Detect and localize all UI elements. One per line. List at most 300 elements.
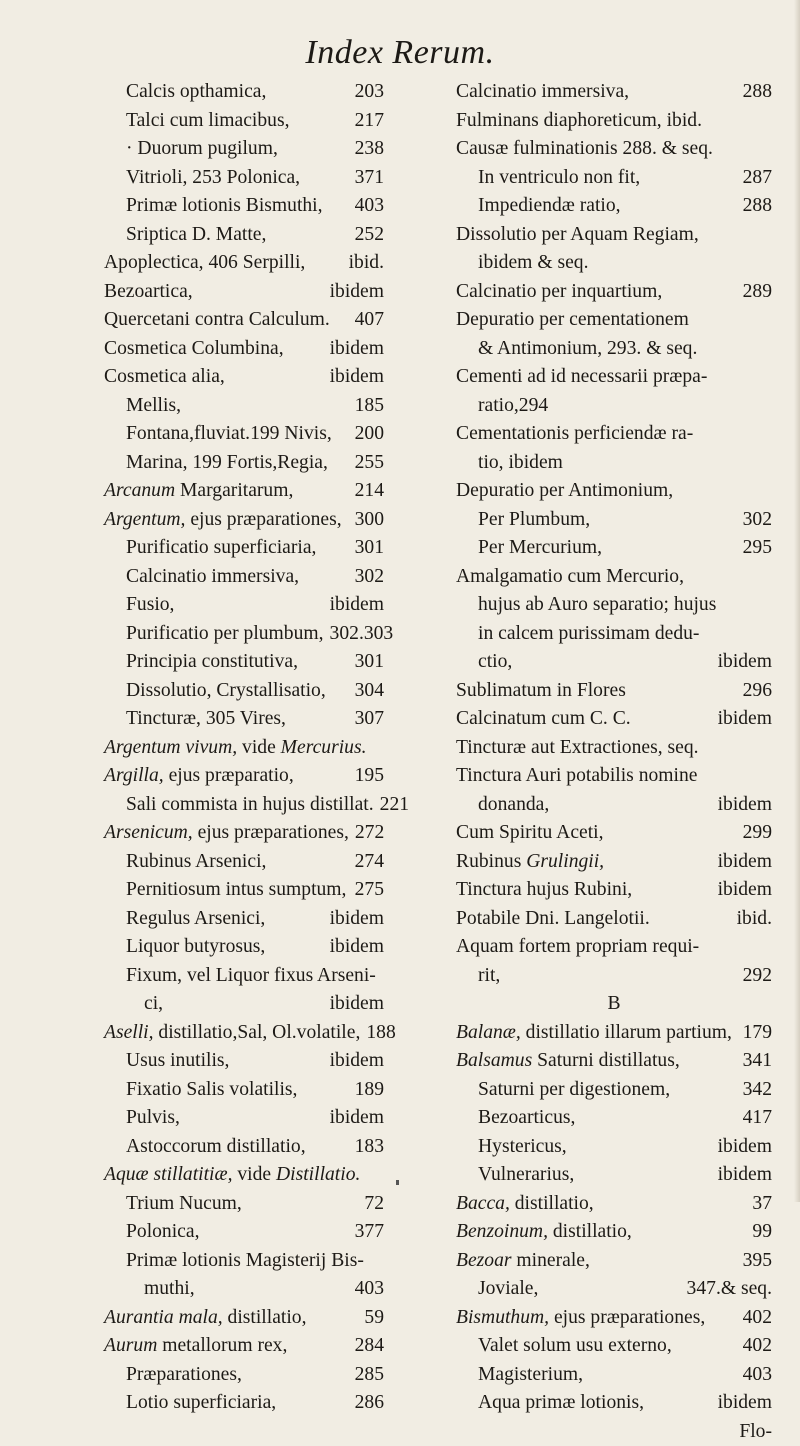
index-entry (104, 363, 384, 392)
entry-text (456, 905, 650, 934)
entry-body: Rubinus Arsenici, (126, 851, 266, 872)
entry-page: 302 (737, 506, 772, 535)
entry-body: Dissolutio, Crystallisatio, (126, 680, 326, 701)
entry-text (456, 306, 689, 335)
entry-page: 272 (349, 819, 384, 848)
index-entry (104, 477, 384, 506)
index-entry (104, 848, 384, 877)
entry-body: In ventriculo non fit, (478, 167, 640, 188)
entry-body: ci, (144, 993, 163, 1014)
entry-headword: Argilla, (104, 765, 164, 786)
index-entry (104, 306, 384, 335)
entry-body: Calcinatio immersiva, (456, 81, 629, 102)
index-entry (104, 1161, 384, 1190)
left-column (104, 78, 384, 1418)
entry-text (126, 848, 266, 877)
index-entry (456, 1104, 772, 1133)
entry-headword: Bezoar (456, 1250, 512, 1271)
entry-body: ejus præparationes, (193, 822, 349, 843)
index-entry (456, 1389, 772, 1418)
entry-page: 72 (358, 1190, 384, 1219)
entry-text (126, 192, 323, 221)
entry-page: 59 (358, 1304, 384, 1333)
index-entry (456, 563, 772, 592)
index-entry (104, 677, 384, 706)
entry-page: ibidem (324, 363, 384, 392)
entry-text (126, 78, 266, 107)
entry-body: Sali commista in hujus distillat. (126, 794, 374, 815)
entry-page: 252 (349, 221, 384, 250)
entry-text (456, 135, 713, 164)
entry-body: Magisterium, (478, 1364, 583, 1385)
index-entry (104, 1275, 384, 1304)
entry-page: ibidem (712, 705, 772, 734)
entry-page: 284 (349, 1332, 384, 1361)
index-entry (104, 1361, 384, 1390)
index-entry (104, 78, 384, 107)
index-entry (104, 249, 384, 278)
entry-text (478, 1389, 644, 1418)
entry-headword: Balanæ, (456, 1022, 521, 1043)
entry-body: ibidem & seq. (478, 252, 588, 273)
entry-text (456, 677, 626, 706)
entry-body: donanda, (478, 794, 549, 815)
entry-page: ibidem (712, 876, 772, 905)
entry-page: 304 (349, 677, 384, 706)
entry-body: Sublimatum in Flores (456, 680, 626, 701)
index-entry (456, 477, 772, 506)
entry-headword: Aurum (104, 1335, 157, 1356)
entry-body: muthi, (144, 1278, 195, 1299)
entry-body: ctio, (478, 651, 512, 672)
entry-body: Dissolutio per Aquam Regiam, (456, 224, 699, 245)
entry-body: Impediendæ ratio, (478, 195, 621, 216)
entry-text (478, 534, 602, 563)
index-entry (104, 933, 384, 962)
entry-text (478, 335, 697, 364)
entry-page: 288 (737, 78, 772, 107)
index-entry (456, 392, 772, 421)
entry-body: Pulvis, (126, 1107, 180, 1128)
entry-headword: Aurantia mala, (104, 1307, 223, 1328)
entry-body: Potabile Dni. Langelotii. (456, 908, 650, 929)
index-entry (456, 819, 772, 848)
index-entry (456, 1361, 772, 1390)
entry-page: 403 (349, 192, 384, 221)
index-entry (456, 591, 772, 620)
index-entry (104, 1304, 384, 1333)
index-entry (456, 1161, 772, 1190)
entry-body: vide (237, 737, 281, 758)
entry-body: Fulminans diaphoreticum, ibid. (456, 110, 702, 131)
entry-reference: Mercurius. (281, 737, 367, 758)
entry-text (126, 563, 299, 592)
entry-body: rit, (478, 965, 500, 986)
index-entry (456, 1019, 772, 1048)
index-entry (104, 734, 384, 763)
entry-page: 347.& seq. (681, 1275, 772, 1304)
entry-text (126, 449, 328, 478)
entry-page: 403 (349, 1275, 384, 1304)
entry-text (478, 192, 621, 221)
entry-page: 300 (349, 506, 384, 535)
entry-text (478, 249, 588, 278)
entry-text (126, 1133, 306, 1162)
page-mark (396, 1180, 399, 1185)
entry-page: ibidem (712, 1133, 772, 1162)
entry-body: B (607, 993, 620, 1014)
index-entry (456, 962, 772, 991)
index-entry (456, 221, 772, 250)
entry-text (104, 477, 293, 506)
entry-body: Valet solum usu externo, (478, 1335, 672, 1356)
entry-text (456, 1218, 632, 1247)
entry-text (478, 1275, 538, 1304)
entry-text (104, 506, 342, 535)
entry-page: 287 (737, 164, 772, 193)
entry-page: ibidem (712, 1389, 772, 1418)
entry-text (126, 1247, 364, 1276)
entry-text (456, 734, 699, 763)
entry-page: ibidem (712, 848, 772, 877)
index-entry (456, 705, 772, 734)
entry-text (478, 1104, 575, 1133)
entry-text (104, 762, 294, 791)
index-entry (104, 1047, 384, 1076)
entry-page: 295 (737, 534, 772, 563)
index-entry (104, 1190, 384, 1219)
entry-text (478, 449, 563, 478)
page-header: Index Rerum. (0, 34, 800, 72)
entry-page: ibidem (324, 990, 384, 1019)
entry-page: 221 (374, 791, 409, 820)
index-entry (104, 1076, 384, 1105)
entry-body: Cosmetica Columbina, (104, 338, 284, 359)
entry-text (456, 848, 604, 877)
entry-text (478, 1133, 567, 1162)
entry-page: 299 (737, 819, 772, 848)
entry-body: distillatio, (510, 1193, 594, 1214)
entry-text (456, 933, 699, 962)
index-entry (456, 620, 772, 649)
entry-text (104, 278, 193, 307)
index-entry (104, 705, 384, 734)
entry-body: Astoccorum distillatio, (126, 1136, 306, 1157)
entry-page: 395 (737, 1247, 772, 1276)
entry-text (478, 962, 500, 991)
index-entry (104, 135, 384, 164)
entry-body: Vitrioli, 253 Polonica, (126, 167, 300, 188)
index-entry (456, 876, 772, 905)
index-entry (456, 677, 772, 706)
index-entry (456, 1247, 772, 1276)
index-entry (104, 791, 384, 820)
entry-headword: Arcanum (104, 480, 175, 501)
entry-body: Depuratio per Antimonium, (456, 480, 673, 501)
index-entry (456, 762, 772, 791)
entry-page: 238 (349, 135, 384, 164)
entry-body: tio, ibidem (478, 452, 563, 473)
entry-text (478, 648, 512, 677)
entry-page: 301 (349, 648, 384, 677)
entry-body: Mellis, (126, 395, 181, 416)
index-entry (456, 534, 772, 563)
entry-text (126, 1218, 199, 1247)
index-entry (456, 1076, 772, 1105)
entry-page: 403 (737, 1361, 772, 1390)
entry-text (478, 506, 590, 535)
entry-body: ejus præparationes, (549, 1307, 705, 1328)
entry-text (126, 876, 346, 905)
page-edge (794, 0, 800, 1202)
entry-body: Primæ lotionis Bismuthi, (126, 195, 323, 216)
entry-body: metallorum rex, (157, 1335, 287, 1356)
entry-text (104, 819, 349, 848)
entry-body: Marina, 199 Fortis,Regia, (126, 452, 328, 473)
index-entry (456, 107, 772, 136)
entry-page: 289 (737, 278, 772, 307)
entry-page: ibidem (324, 335, 384, 364)
entry-text (104, 249, 305, 278)
entry-body: Per Mercurium, (478, 537, 602, 558)
entry-body: Calcis opthamica, (126, 81, 266, 102)
entry-text (126, 1104, 180, 1133)
index-entry (104, 620, 384, 649)
index-entry (456, 791, 772, 820)
entry-text (144, 990, 163, 1019)
index-entry (456, 1275, 772, 1304)
index-entry (104, 1133, 384, 1162)
entry-body: vide (232, 1164, 276, 1185)
entry-text (126, 135, 278, 164)
entry-page: ibidem (324, 905, 384, 934)
entry-page: ibid. (731, 905, 772, 934)
index-entry (456, 449, 772, 478)
entry-text (126, 677, 326, 706)
entry-page: 188 (360, 1019, 395, 1048)
entry-body: Tinctura Auri potabilis nomine (456, 765, 697, 786)
index-entry (104, 1332, 384, 1361)
entry-text (104, 1304, 306, 1333)
entry-body: Calcinatio per inquartium, (456, 281, 662, 302)
entry-text (478, 1161, 574, 1190)
index-entry (456, 506, 772, 535)
index-entry (104, 990, 384, 1019)
entry-text (456, 563, 684, 592)
index-entry (104, 164, 384, 193)
index-entry (104, 335, 384, 364)
entry-body: Fontana,fluviat.199 Nivis, (126, 423, 332, 444)
entry-text (478, 164, 640, 193)
index-entry (104, 506, 384, 535)
entry-text (126, 534, 316, 563)
index-entry (456, 734, 772, 763)
entry-page: 203 (349, 78, 384, 107)
entry-text (126, 791, 374, 820)
entry-body: Sriptica D. Matte, (126, 224, 266, 245)
entry-text (126, 1389, 276, 1418)
entry-body: Cum Spiritu Aceti, (456, 822, 604, 843)
entry-text (456, 762, 697, 791)
entry-page: 214 (349, 477, 384, 506)
entry-text (126, 933, 265, 962)
entry-body: Usus inutilis, (126, 1050, 229, 1071)
entry-headword: Argentum vivum, (104, 737, 237, 758)
entry-page: 407 (349, 306, 384, 335)
entry-headword: Balsamus (456, 1050, 532, 1071)
entry-text (478, 1332, 672, 1361)
entry-text (478, 392, 548, 421)
entry-text (104, 306, 330, 335)
entry-body: distillatio illarum partium, (521, 1022, 732, 1043)
entry-body: Saturni per digestionem, (478, 1079, 670, 1100)
entry-body: Purificatio per plumbum, (126, 623, 324, 644)
entry-text (104, 1332, 287, 1361)
entry-page: Flo- (733, 1418, 772, 1446)
entry-body: Fixum, vel Liquor fixus Arseni- (126, 965, 376, 986)
entry-text (126, 1190, 242, 1219)
entry-text (126, 392, 181, 421)
index-entry (104, 876, 384, 905)
entry-body: Causæ fulminationis 288. & seq. (456, 138, 713, 159)
entry-page: 185 (349, 392, 384, 421)
entry-reference: Distillatio. (276, 1164, 360, 1185)
entry-page: 195 (349, 762, 384, 791)
entry-body: distillatio,Sal, Ol.volatile, (154, 1022, 361, 1043)
index-entry (456, 278, 772, 307)
entry-page: 217 (349, 107, 384, 136)
index-entry (104, 192, 384, 221)
entry-body: Per Plumbum, (478, 509, 590, 530)
entry-page: 288 (737, 192, 772, 221)
index-entry (104, 819, 384, 848)
index-entry (104, 278, 384, 307)
entry-body: Pernitiosum intus sumptum, (126, 879, 346, 900)
entry-page: 302.303 (324, 620, 394, 649)
index-entry (456, 306, 772, 335)
entry-body: Margaritarum, (175, 480, 293, 501)
index-entry (104, 449, 384, 478)
index-entry (456, 1418, 772, 1446)
index-entry (456, 1133, 772, 1162)
entry-body: in calcem purissimam dedu- (478, 623, 699, 644)
entry-page: 286 (349, 1389, 384, 1418)
index-entry (456, 905, 772, 934)
entry-page: 402 (737, 1332, 772, 1361)
entry-body: ejus præparationes, (185, 509, 341, 530)
entry-page: 402 (737, 1304, 772, 1333)
index-entry (104, 1019, 384, 1048)
right-column (456, 78, 772, 1446)
index-entry (456, 135, 772, 164)
entry-text (104, 363, 225, 392)
entry-text (456, 819, 604, 848)
entry-text (456, 1047, 680, 1076)
entry-text (126, 1076, 297, 1105)
entry-page: 99 (746, 1218, 772, 1247)
index-entry (456, 990, 772, 1019)
entry-text (126, 420, 332, 449)
index-entry (104, 591, 384, 620)
index-entry (456, 420, 772, 449)
index-entry (456, 1332, 772, 1361)
entry-page: 296 (737, 677, 772, 706)
entry-text (456, 1019, 732, 1048)
index-entry (104, 1389, 384, 1418)
entry-page: 285 (349, 1361, 384, 1390)
entry-text (456, 1247, 590, 1276)
entry-text (456, 363, 707, 392)
index-entry (104, 107, 384, 136)
entry-body: Calcinatum cum C. C. (456, 708, 631, 729)
entry-body: Rubinus (456, 851, 526, 872)
entry-text (126, 1361, 242, 1390)
entry-body: Tinctura hujus Rubini, (456, 879, 632, 900)
entry-text (144, 1275, 195, 1304)
entry-body: Bezoarticus, (478, 1107, 575, 1128)
entry-body: Aqua primæ lotionis, (478, 1392, 644, 1413)
entry-text (126, 107, 290, 136)
entry-text (478, 791, 549, 820)
index-entry (104, 392, 384, 421)
index-entry (104, 1218, 384, 1247)
entry-page: 292 (737, 962, 772, 991)
entry-page: ibid. (343, 249, 384, 278)
entry-body: Polonica, (126, 1221, 199, 1242)
entry-page: 301 (349, 534, 384, 563)
entry-text (104, 335, 284, 364)
entry-text (126, 962, 376, 991)
entry-text (126, 1047, 229, 1076)
entry-text (104, 1019, 360, 1048)
entry-headword: Argentum, (104, 509, 185, 530)
entry-body: · Duorum pugilum, (126, 138, 278, 159)
entry-body: Tincturæ aut Extractiones, seq. (456, 737, 699, 758)
entry-body: Saturni distillatus, (532, 1050, 680, 1071)
entry-text (126, 905, 265, 934)
entry-text (456, 1304, 705, 1333)
index-entry (456, 335, 772, 364)
entry-page: ibidem (324, 278, 384, 307)
entry-body: Tincturæ, 305 Vires, (126, 708, 286, 729)
entry-page: 341 (737, 1047, 772, 1076)
entry-body: Trium Nucum, (126, 1193, 242, 1214)
index-entry (456, 249, 772, 278)
entry-body: Amalgamatio cum Mercurio, (456, 566, 684, 587)
entry-text (104, 1161, 360, 1190)
entry-page: 417 (737, 1104, 772, 1133)
entry-page: 307 (349, 705, 384, 734)
entry-text (126, 221, 266, 250)
entry-body: Purificatio superficiaria, (126, 537, 316, 558)
entry-text (478, 591, 716, 620)
entry-headword: Aquæ stillatitiæ, (104, 1164, 232, 1185)
entry-body: minerale, (512, 1250, 590, 1271)
entry-page: ibidem (324, 591, 384, 620)
entry-body: Principia constitutiva, (126, 651, 298, 672)
entry-body: hujus ab Auro separatio; hujus (478, 594, 716, 615)
index-entry (104, 962, 384, 991)
entry-body: Talci cum limacibus, (126, 110, 290, 131)
entry-body: Liquor butyrosus, (126, 936, 265, 957)
entry-page: 179 (737, 1019, 772, 1048)
index-entry (456, 1304, 772, 1333)
entry-body: Primæ lotionis Magisterij Bis- (126, 1250, 364, 1271)
entry-text (478, 1361, 583, 1390)
entry-body: distillatio, (548, 1221, 632, 1242)
index-entry (456, 848, 772, 877)
entry-text (126, 648, 298, 677)
